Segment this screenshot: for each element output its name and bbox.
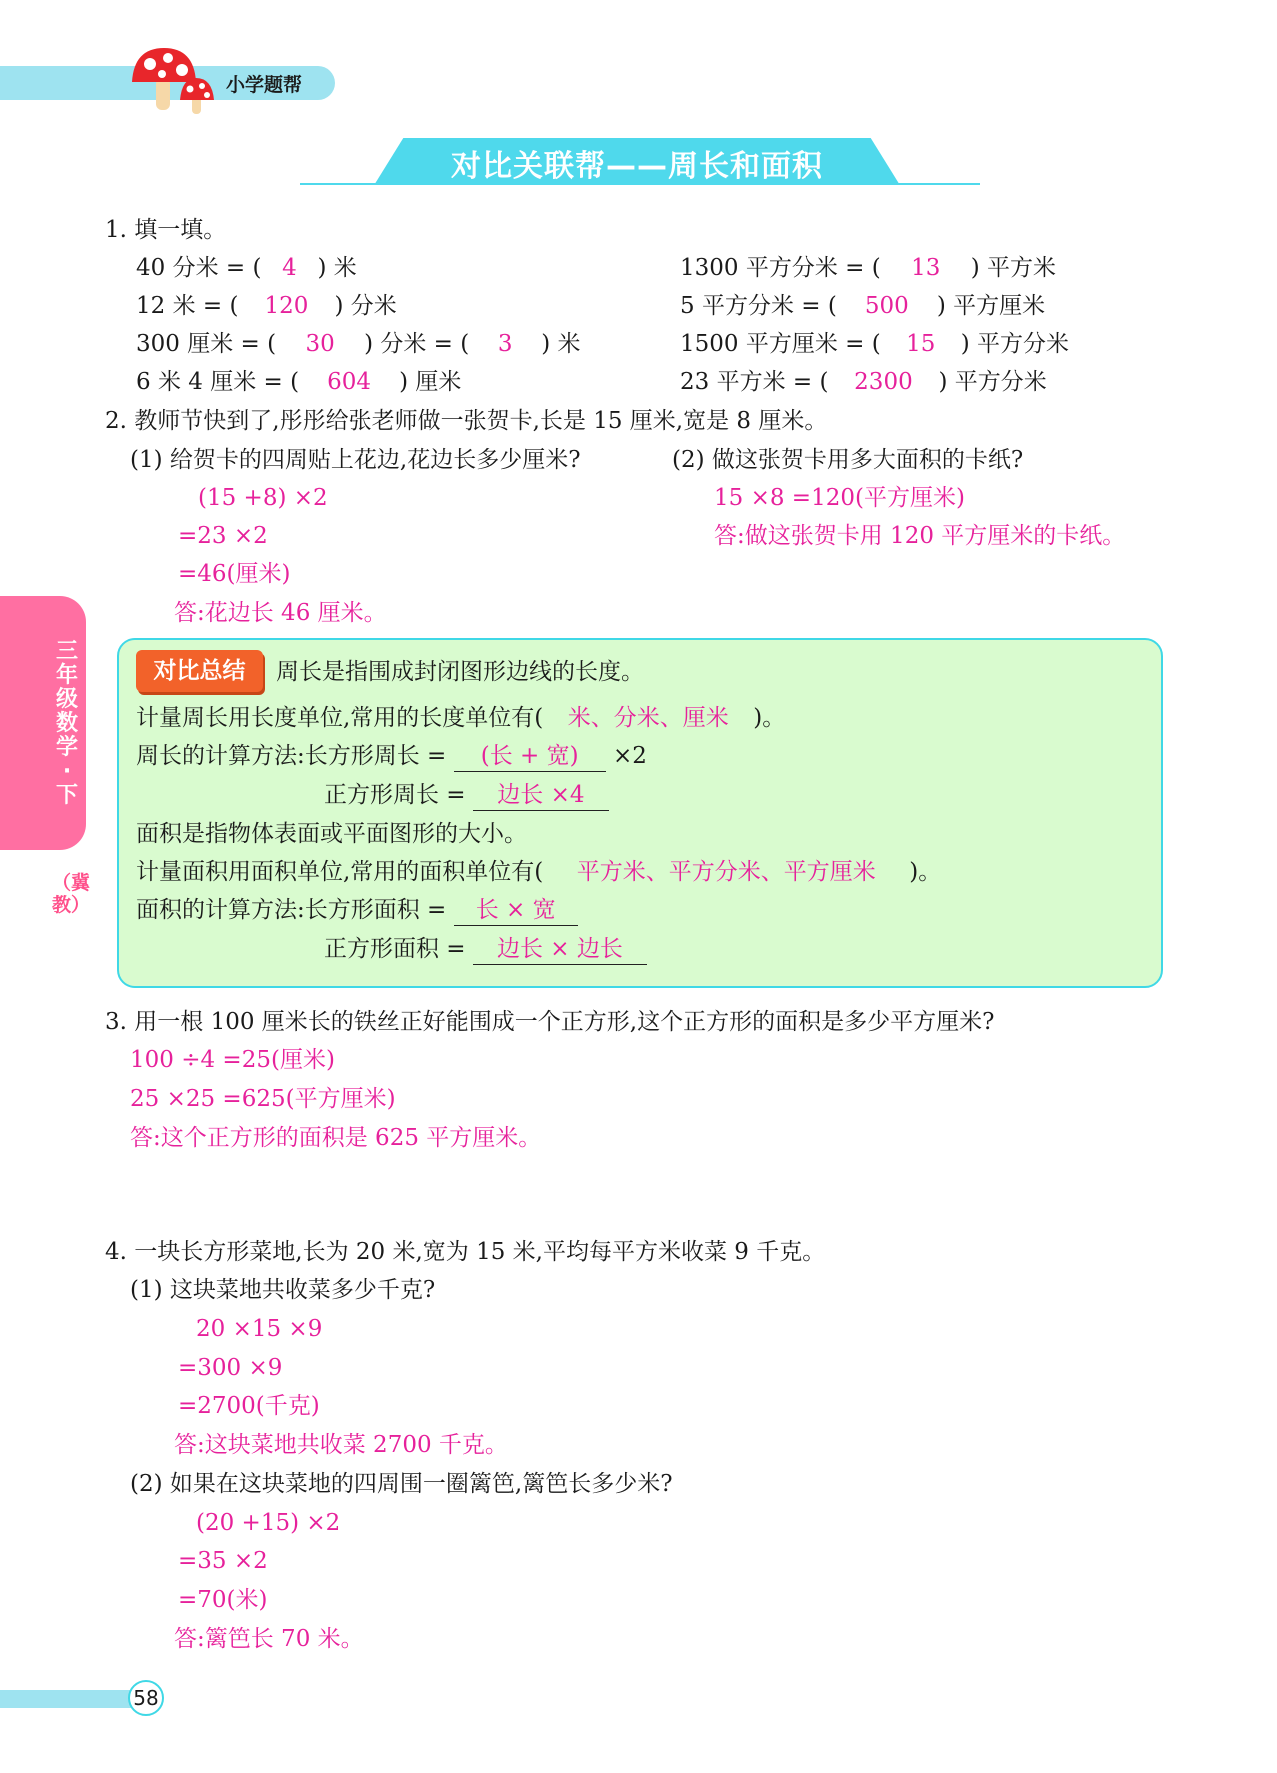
footer-bar [0,1690,135,1708]
text: )。 [753,705,786,731]
q4-sub1: (1) 这块菜地共收菜多少千克? [130,1277,436,1303]
text: 1500 平方厘米 = ( [680,331,881,357]
q2-answer-line: (15 +8) ×2 [198,485,328,511]
summary-line: 周长是指围成封闭图形边线的长度。 [276,659,644,685]
summary-line [136,740,647,772]
text: ) 米 [317,255,357,281]
answer-blank: 边长 ×4 [473,780,609,811]
q1-heading: 1. 填一填。 [105,217,227,243]
answer: 米、分米、厘米 [567,705,729,731]
q2-answer-line: 答:做这张贺卡用 120 平方厘米的卡纸。 [714,523,1126,549]
text: 12 米 = ( [136,293,239,319]
summary-tag: 对比总结 [136,650,263,692]
q2-heading: 2. 教师节快到了,彤彤给张老师做一张贺卡,长是 15 厘米,宽是 8 厘米。 [105,408,828,434]
q3-answer-line: 答:这个正方形的面积是 625 平方厘米。 [130,1125,542,1151]
answer: 2300 [854,369,913,395]
q1-right-row [680,290,1045,322]
answer: 120 [264,293,309,319]
text: 5 平方分米 = ( [680,293,837,319]
text: 40 分米 = ( [136,255,262,281]
summary-line [324,933,647,965]
q1-right-row [680,328,1069,360]
q2-answer-line: 15 ×8 =120(平方厘米) [714,485,965,511]
answer: 13 [911,255,941,281]
text: ) 分米 [334,293,397,319]
q1-left-row [136,252,357,284]
text: 计量面积用面积单位,常用的面积单位有( [136,859,544,885]
q3-heading: 3. 用一根 100 厘米长的铁丝正好能围成一个正方形,这个正方形的面积是多少平方厘米? [105,1009,995,1035]
q3-answer-line: 100 ÷4 =25(厘米) [130,1047,335,1073]
q4-answer-line: 20 ×15 ×9 [196,1316,323,1342]
q4-heading: 4. 一块长方形菜地,长为 20 米,宽为 15 米,平均每平方米收菜 9 千克。 [105,1239,826,1265]
text: ) 米 [541,331,581,357]
answer-blank: 长 × 宽 [454,895,578,926]
q1-right-row [680,366,1047,398]
summary-line: 面积是指物体表面或平面图形的大小。 [136,821,527,847]
answer: 平方米、平方分米、平方厘米 [576,859,876,885]
answer-blank: 边长 × 边长 [473,934,647,965]
mushroom-icon [128,44,228,116]
answer: 4 [282,255,297,281]
text: 周长的计算方法:长方形周长 = [136,743,447,769]
text: ) 分米 = ( [364,331,470,357]
q4-answer-line: =70(米) [178,1587,268,1613]
page-number: 58 [128,1680,164,1716]
q1-left-row [136,366,461,398]
q1-left-row [136,290,397,322]
text: ×2 [612,743,647,769]
q2-answer-line: 答:花边长 46 厘米。 [174,600,387,626]
q4-answer-line: 答:这块菜地共收菜 2700 千克。 [174,1432,508,1458]
side-tab-text: 三年级数学·下 [55,639,78,808]
q4-answer-line: (20 +15) ×2 [196,1510,341,1536]
text: ) 平方厘米 [936,293,1046,319]
summary-line [324,779,609,811]
side-tab-sub: （冀教） [52,872,91,916]
text: 300 厘米 = ( [136,331,277,357]
q2-answer-line: =46(厘米) [178,561,291,587]
answer: 3 [497,331,513,357]
answer: 604 [327,369,372,395]
text: ) 厘米 [399,369,462,395]
answer: 30 [305,331,335,357]
header-label: 小学题帮 [226,74,303,96]
answer: 500 [864,293,909,319]
answer: 15 [906,331,936,357]
text: 1300 平方分米 = ( [680,255,881,281]
text: 6 米 4 厘米 = ( [136,369,300,395]
text: )。 [909,859,942,885]
q2-answer-line: =23 ×2 [178,523,268,549]
text: 面积的计算方法:长方形面积 = [136,897,447,923]
q4-sub2: (2) 如果在这块菜地的四周围一圈篱笆,篱笆长多少米? [130,1471,673,1497]
q4-answer-line: =35 ×2 [178,1548,268,1574]
q3-answer-line: 25 ×25 =625(平方厘米) [130,1086,396,1112]
text: ) 平方分米 [960,331,1070,357]
q1-left-row [136,328,581,360]
q2-sub2: (2) 做这张贺卡用多大面积的卡纸? [672,447,1024,473]
q1-right-row [680,252,1056,284]
text: 计量周长用长度单位,常用的长度单位有( [136,705,544,731]
text: 正方形面积 = [324,936,466,962]
q4-answer-line: =300 ×9 [178,1355,283,1381]
text: 23 平方米 = ( [680,369,829,395]
text: 正方形周长 = [324,782,466,808]
text: ) 平方米 [970,255,1057,281]
summary-line [136,856,941,888]
answer-blank: (长 + 宽) [454,741,606,772]
summary-line [136,894,578,926]
q4-answer-line: 答:篱笆长 70 米。 [174,1626,364,1652]
q2-sub1: (1) 给贺卡的四周贴上花边,花边长多少厘米? [130,447,581,473]
q4-answer-line: =2700(千克) [178,1393,320,1419]
page-title: 对比关联帮——周长和面积 [451,149,823,184]
summary-line [136,702,785,734]
text: ) 平方分米 [938,369,1047,395]
